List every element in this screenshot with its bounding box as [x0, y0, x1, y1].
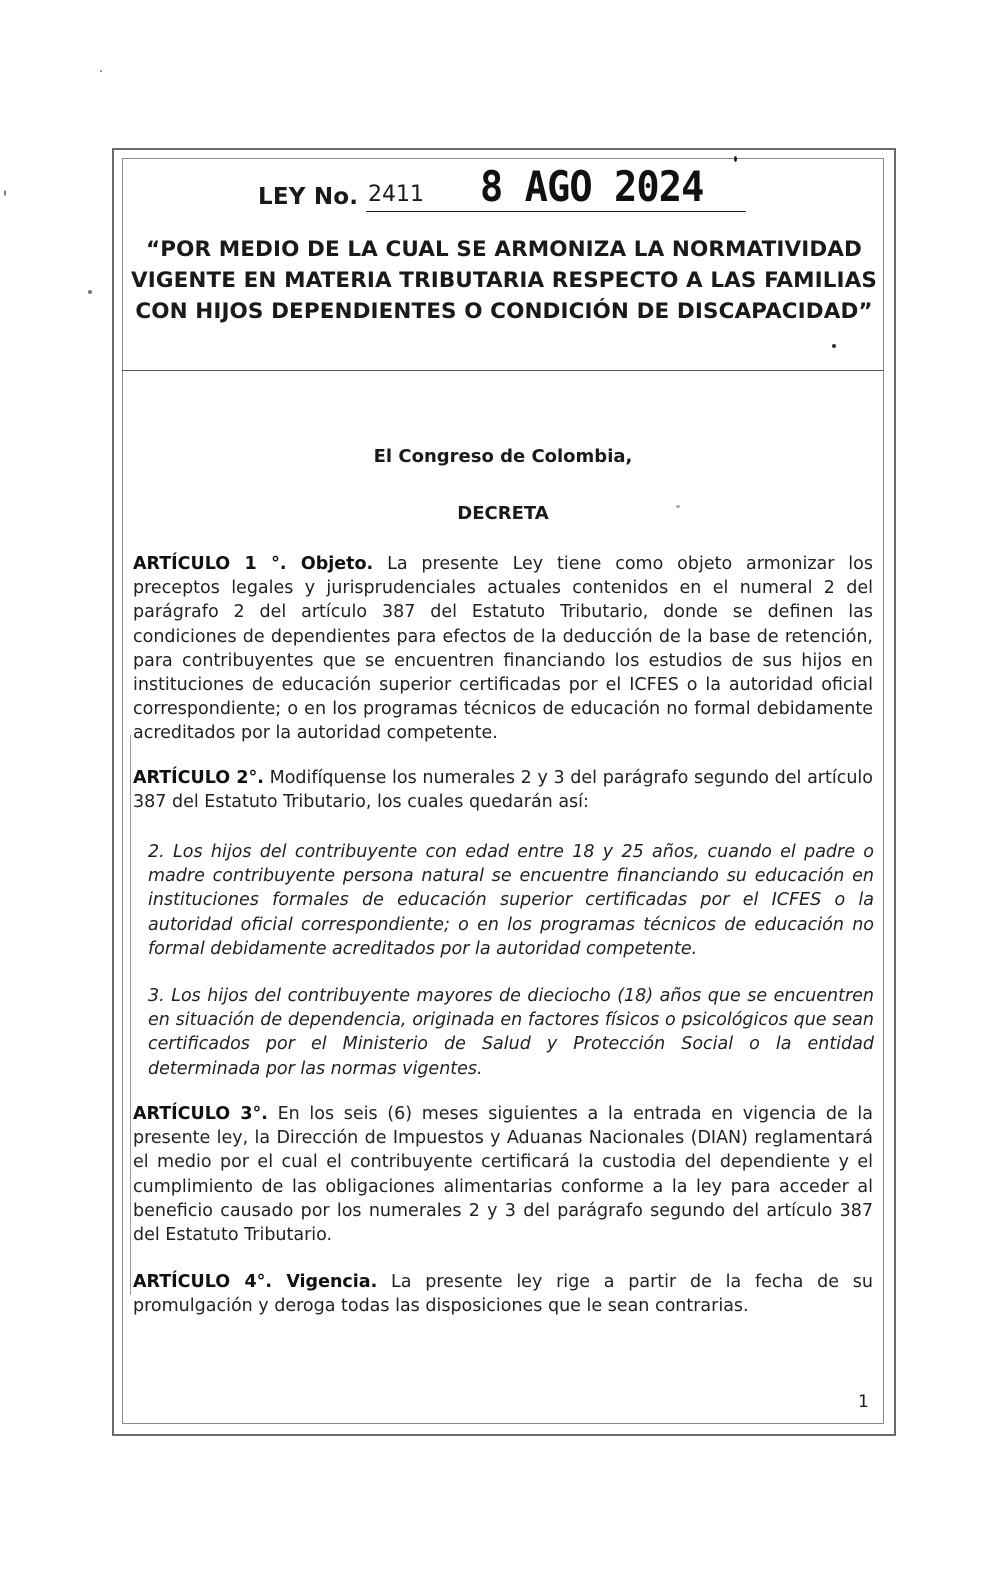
quoted-item-2: 2. Los hijos del contribuyente con edad entre 18 y 25 años, cuando el padre o madre contribuyente persona natural se encuentre financiando su educación en instituciones formales de educación superior certificadas por el ICFES o la autoridad oficial correspondiente; o en los programas técnicos de educación no formal debidamente acreditados por la autoridad competente.: [148, 842, 874, 959]
scan-speck: [676, 505, 680, 508]
article-text: La presente ley rige a partir de la fecha de su promulgación y deroga todas las disposiciones que le sean contrarias.: [133, 1272, 873, 1317]
article-heading: ARTÍCULO 3°.: [133, 1104, 268, 1124]
law-number-underline: [366, 211, 746, 212]
law-title: “POR MEDIO DE LA CUAL SE ARMONIZA LA NORMATIVIDAD VIGENTE EN MATERIA TRIBUTARIA RESPECTO A LAS FAMILIAS CON HIJOS DEPENDIENTES O CONDICIÓN DE DISCAPACIDAD”: [131, 237, 877, 324]
article-1: [133, 552, 873, 746]
decreta-heading: DECRETA: [457, 503, 549, 524]
article-text: En los seis (6) meses siguientes a la entrada en vigencia de la presente ley, la Dirección de Impuestos y Aduanas Nacionales (DIAN) reglamentará el medio por el cual el contribuyente certificará la custodia del dependiente y el cumplimiento de las obligaciones alimentarias conforme a la ley para acceder al beneficio causado por los numerales 2 y 3 del parágrafo segundo del artículo 387 del Estatuto Tributario.: [133, 1104, 873, 1246]
article-text: La presente Ley tiene como objeto armonizar los preceptos legales y jurisprudenciales actuales contenidos en el numeral 2 del parágrafo 2 del artículo 387 del Estatuto Tributario, donde se definen las condiciones de dependientes para efectos de la deducción de la base de retención, para contribuyentes que se encuentren financiando los estudios de sus hijos en instituciones de educación superior certificadas por el ICFES o la autoridad oficial correspondiente; o en los programas técnicos de educación no formal debidamente acreditados por la autoridad competente.: [133, 554, 873, 744]
article-4: [133, 1270, 873, 1318]
scan-speck: [734, 156, 737, 162]
article-heading: ARTÍCULO 4°. Vigencia.: [133, 1272, 378, 1292]
article-heading: ARTÍCULO 2°.: [133, 768, 264, 788]
header-divider: [122, 370, 884, 371]
article-text: Modifíquense los numerales 2 y 3 del parágrafo segundo del artículo 387 del Estatuto Tributario, los cuales quedarán así:: [133, 768, 873, 813]
scan-speck: [100, 70, 102, 72]
page-number: 1: [858, 1392, 869, 1412]
article-2: [133, 766, 873, 814]
congress-line: El Congreso de Colombia,: [373, 446, 633, 467]
law-label: LEY No.: [258, 184, 359, 210]
article-3: [133, 1102, 873, 1247]
scan-speck: [88, 290, 92, 294]
article-heading: ARTÍCULO 1 °. Objeto.: [133, 554, 374, 574]
scan-speck: [832, 344, 836, 348]
date-stamp: 8 AGO 2024: [480, 162, 704, 211]
quoted-item-3: 3. Los hijos del contribuyente mayores de dieciocho (18) años que se encuentren en situación de dependencia, originada en factores físicos o psicológicos que sean certificados por el Ministerio de Salud y Protección Social o la entidad determinada por las normas vigentes.: [148, 986, 874, 1079]
scan-margin-line: [130, 735, 131, 1295]
scan-speck: [4, 190, 6, 196]
law-number: 2411: [368, 182, 424, 207]
law-number-line: [258, 162, 758, 220]
